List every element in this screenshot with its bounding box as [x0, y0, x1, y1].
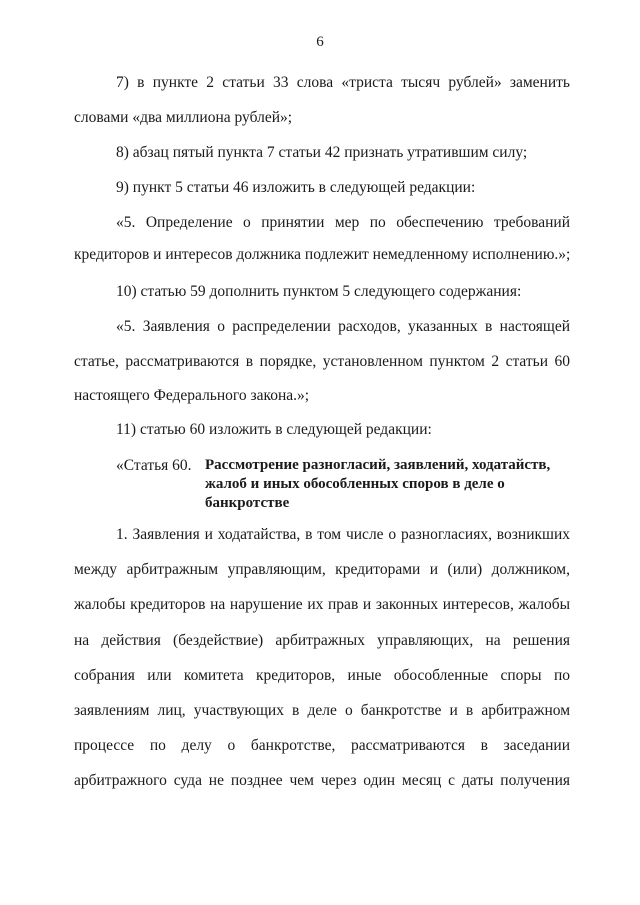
body-line: 1. Заявления и ходатайства, в том числе о разногласиях, возникших — [116, 526, 570, 543]
body-line: процессе по делу о банкротстве, рассматриваются в заседании — [74, 737, 570, 754]
body-line: жалобы кредиторов на нарушение их прав и законных интересов, жалобы — [74, 596, 570, 613]
body-line: собрания или комитета кредиторов, иные обособленные споры по — [74, 667, 570, 684]
paragraph-line: настоящего Федерального закона.»; — [74, 387, 310, 404]
body-line: арбитражного суда не позднее чем через один месяц с даты получения — [74, 772, 570, 789]
paragraph-line: кредиторов и интересов должника подлежит немедленному исполнению.»; — [74, 246, 571, 263]
paragraph-line: «5. Определение о принятии мер по обеспечению требований — [116, 214, 570, 231]
paragraph-line: 8) абзац пятый пункта 7 статьи 42 признать утратившим силу; — [116, 144, 528, 161]
paragraph-line: словами «два миллиона рублей»; — [74, 109, 293, 126]
page-number: 6 — [316, 34, 324, 50]
body-line: на действия (бездействие) арбитражных управляющих, на решения — [74, 632, 570, 649]
paragraph-line: статье, рассматриваются в порядке, установленном пунктом 2 статьи 60 — [74, 353, 570, 370]
article-title: Рассмотрение разногласий, заявлений, ходатайств, жалоб и иных обособленных споров в деле о банкротстве — [205, 457, 551, 511]
paragraph-line: 11) статью 60 изложить в следующей редакции: — [116, 421, 432, 438]
paragraph-line: 9) пункт 5 статьи 46 изложить в следующей редакции: — [116, 179, 476, 196]
article-label: «Статья 60. — [116, 457, 192, 474]
body-line: заявлениям лиц, участвующих в деле о банкротстве и в арбитражном — [74, 702, 570, 719]
paragraph-line: 7) в пункте 2 статьи 33 слова «триста тысяч рублей» заменить — [116, 74, 570, 91]
body-line: между арбитражным управляющим, кредиторами и (или) должником, — [74, 561, 570, 578]
paragraph-line: «5. Заявления о распределении расходов, указанных в настоящей — [116, 318, 570, 335]
paragraph-line: 10) статью 59 дополнить пунктом 5 следующего содержания: — [116, 283, 522, 300]
